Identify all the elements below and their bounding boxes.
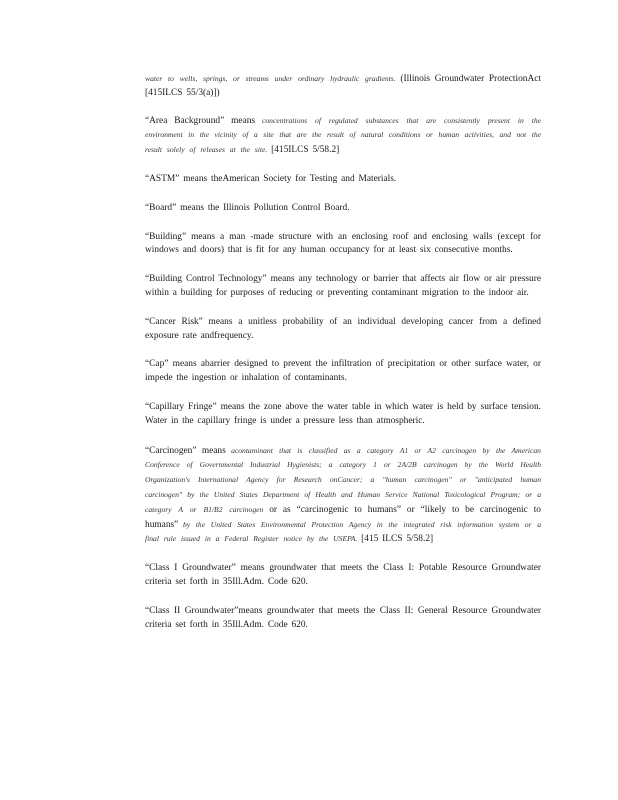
definition-text: “ASTM” means theAmerican Society for Testing and Materials. xyxy=(145,173,397,184)
definition-text: “Cancer Risk” means a unitless probability of an individual developing cancer from a defined exposure rate andfrequency. xyxy=(145,316,541,341)
italic-text: by the United States Environmental Protection Agency in the integrated risk information system or a final rule issued in a Federal Register notice by the USEPA. xyxy=(145,519,541,544)
citation-text: (Illinois Groundwater ProtectionAct [415ILCS 55/3(a)]) xyxy=(145,74,541,98)
definition-carcinogen xyxy=(145,444,541,548)
definition-area-background xyxy=(145,114,541,158)
definition-board xyxy=(145,202,541,216)
definition-text: “Cap” means abarrier designed to prevent the infiltration of precipitation or other surface water, or impede the ingestion or inhalation of contaminants. xyxy=(145,359,541,384)
italic-text: concentrations of regulated substances that are consistently present in the environment in the vicinity of a site that are the result of natural conditions or human activities, and not the result solely of releases at the site. xyxy=(145,115,541,155)
definition-building xyxy=(145,231,541,259)
definition-text: “Building” means a man -made structure with an enclosing roof and enclosing walls (except for windows and doors) that is fit for any human occupancy for at least six consecutive months. xyxy=(145,231,541,256)
definition-cancer-risk xyxy=(145,316,541,344)
term-text: “Carcinogen” means xyxy=(145,445,232,456)
term-text: “Area Background” means xyxy=(145,115,262,126)
definition-class-i-groundwater xyxy=(145,562,541,590)
definition-text: “Class I Groundwater” means groundwater that meets the Class I: Potable Resource Groundwater criteria set forth in 35Ill.Adm. Code 620. xyxy=(145,563,541,587)
definition-text: “Capillary Fringe” means the zone above the water table in which water is held by surface tension. Water in the capillary fringe is under a pressure less than atmospheric. xyxy=(145,401,541,426)
italic-text: water to wells, springs, or streams under ordinary hydraulic gradients. xyxy=(145,74,396,83)
definition-text: “Building Control Technology” means any technology or barrier that affects air flow or air pressure within a building for purposes of reducing or preventing contaminant migration to the indoor air. xyxy=(145,274,541,298)
paragraph-groundwater-definition-tail xyxy=(145,72,541,101)
definition-text: “Class II Groundwater”means groundwater that meets the Class II: General Resource Groundwater criteria set forth in 35Ill.Adm. Code 620. xyxy=(145,605,541,630)
italic-text: acontaminant that is classified as a category A1 or A2 carcinogen by the American Conference of Governmental Industrial Hygienists; a category 1 or 2A/2B carcinogen by the World Health Organization's International Agency for Research onCancer; a "human carcinogen" or "anticipated human carcinogen" by the United States Department of Health and Human Service National Toxicological Program; or a category A or B1/B2 carcinogen xyxy=(145,445,541,514)
citation-text: [415 ILCS 5/58.2] xyxy=(357,534,434,545)
citation-text: [415ILCS 5/58.2] xyxy=(267,145,340,156)
document-page xyxy=(145,72,541,647)
definition-text: “Board” means the Illinois Pollution Control Board. xyxy=(145,202,350,213)
definition-astm xyxy=(145,173,541,187)
normal-text: or as “carcinogenic to humans” or “likely to be carcinogenic to humans” xyxy=(145,504,541,530)
definition-cap xyxy=(145,358,541,386)
definition-class-ii-groundwater xyxy=(145,605,541,633)
definition-capillary-fringe xyxy=(145,401,541,429)
definition-building-control-technology xyxy=(145,273,541,301)
